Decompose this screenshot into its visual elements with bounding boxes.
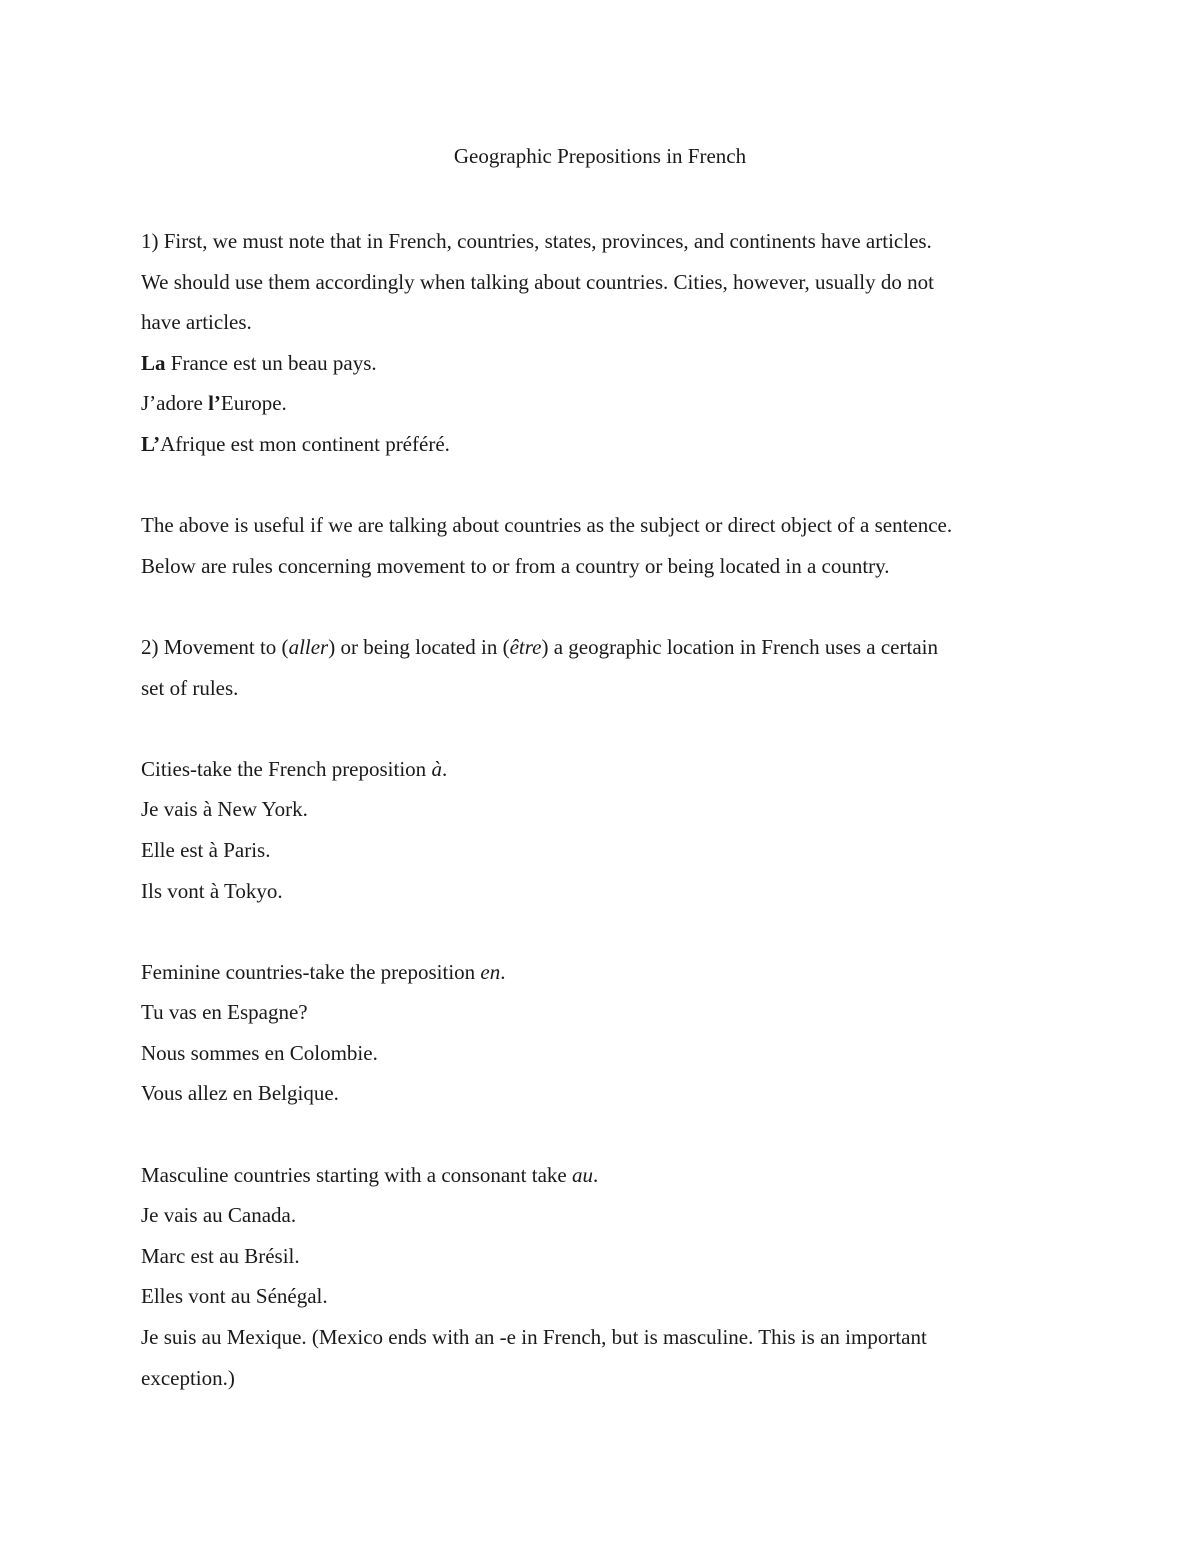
prep-a: à (431, 756, 442, 781)
note-line-2: Below are rules concerning movement to or from a country or being located in a country. (141, 553, 890, 578)
masculine-example-2: Marc est au Brésil. (141, 1243, 300, 1268)
feminine-example-2: Nous sommes en Colombie. (141, 1040, 378, 1065)
spacer (141, 911, 1071, 952)
note-line-1: The above is useful if we are talking about countries as the subject or direct object of a sentence. (141, 513, 953, 538)
cities-heading: Cities-take the French preposition à. (141, 756, 448, 781)
masculine-exception-line-2: exception.) (141, 1365, 235, 1390)
feminine-example-1: Tu vas en Espagne? (141, 1000, 308, 1025)
masculine-heading: Masculine countries starting with a consonant take au. (141, 1162, 599, 1187)
spacer (141, 1114, 1071, 1155)
spacer (141, 586, 1071, 627)
feminine-example-3: Vous allez en Belgique. (141, 1081, 339, 1106)
document-title: Geographic Prepositions in French (453, 144, 747, 168)
intro-line-1: 1) First, we must note that in French, countries, states, provinces, and continents have articles. (141, 229, 932, 253)
cities-example-1: Je vais à New York. (141, 797, 308, 822)
cities-example-2: Elle est à Paris. (141, 837, 271, 862)
article-la: La (141, 350, 166, 375)
intro-line-3: have articles. (141, 310, 252, 335)
example-la-france: La France est un beau pays. (141, 350, 377, 375)
verb-etre: être (509, 634, 542, 659)
document-body (141, 221, 1071, 1398)
example-europe: J’adore l’Europe. (141, 391, 287, 416)
prep-au: au (571, 1162, 593, 1187)
section2-line-1: 2) Movement to (aller) or being located in (être) a geographic location in French uses a certain (141, 634, 938, 659)
masculine-exception-line-1: Je suis au Mexique. (Mexico ends with an -e in French, but is masculine. This is an important (141, 1325, 927, 1350)
feminine-heading: Feminine countries-take the preposition en. (141, 959, 506, 984)
prep-en: en (480, 959, 501, 984)
intro-line-2: We should use them accordingly when talking about countries. Cities, however, usually do not (141, 269, 934, 294)
spacer (141, 465, 1071, 506)
example-afrique: L’Afrique est mon continent préféré. (141, 431, 450, 456)
article-l-capital: L’ (141, 431, 161, 456)
article-l: l’ (208, 391, 221, 416)
cities-example-3: Ils vont à Tokyo. (141, 878, 283, 903)
masculine-example-3: Elles vont au Sénégal. (141, 1284, 328, 1309)
section2-line-2: set of rules. (141, 675, 239, 700)
spacer (141, 708, 1071, 749)
verb-aller: aller (288, 634, 329, 659)
masculine-example-1: Je vais au Canada. (141, 1203, 297, 1228)
